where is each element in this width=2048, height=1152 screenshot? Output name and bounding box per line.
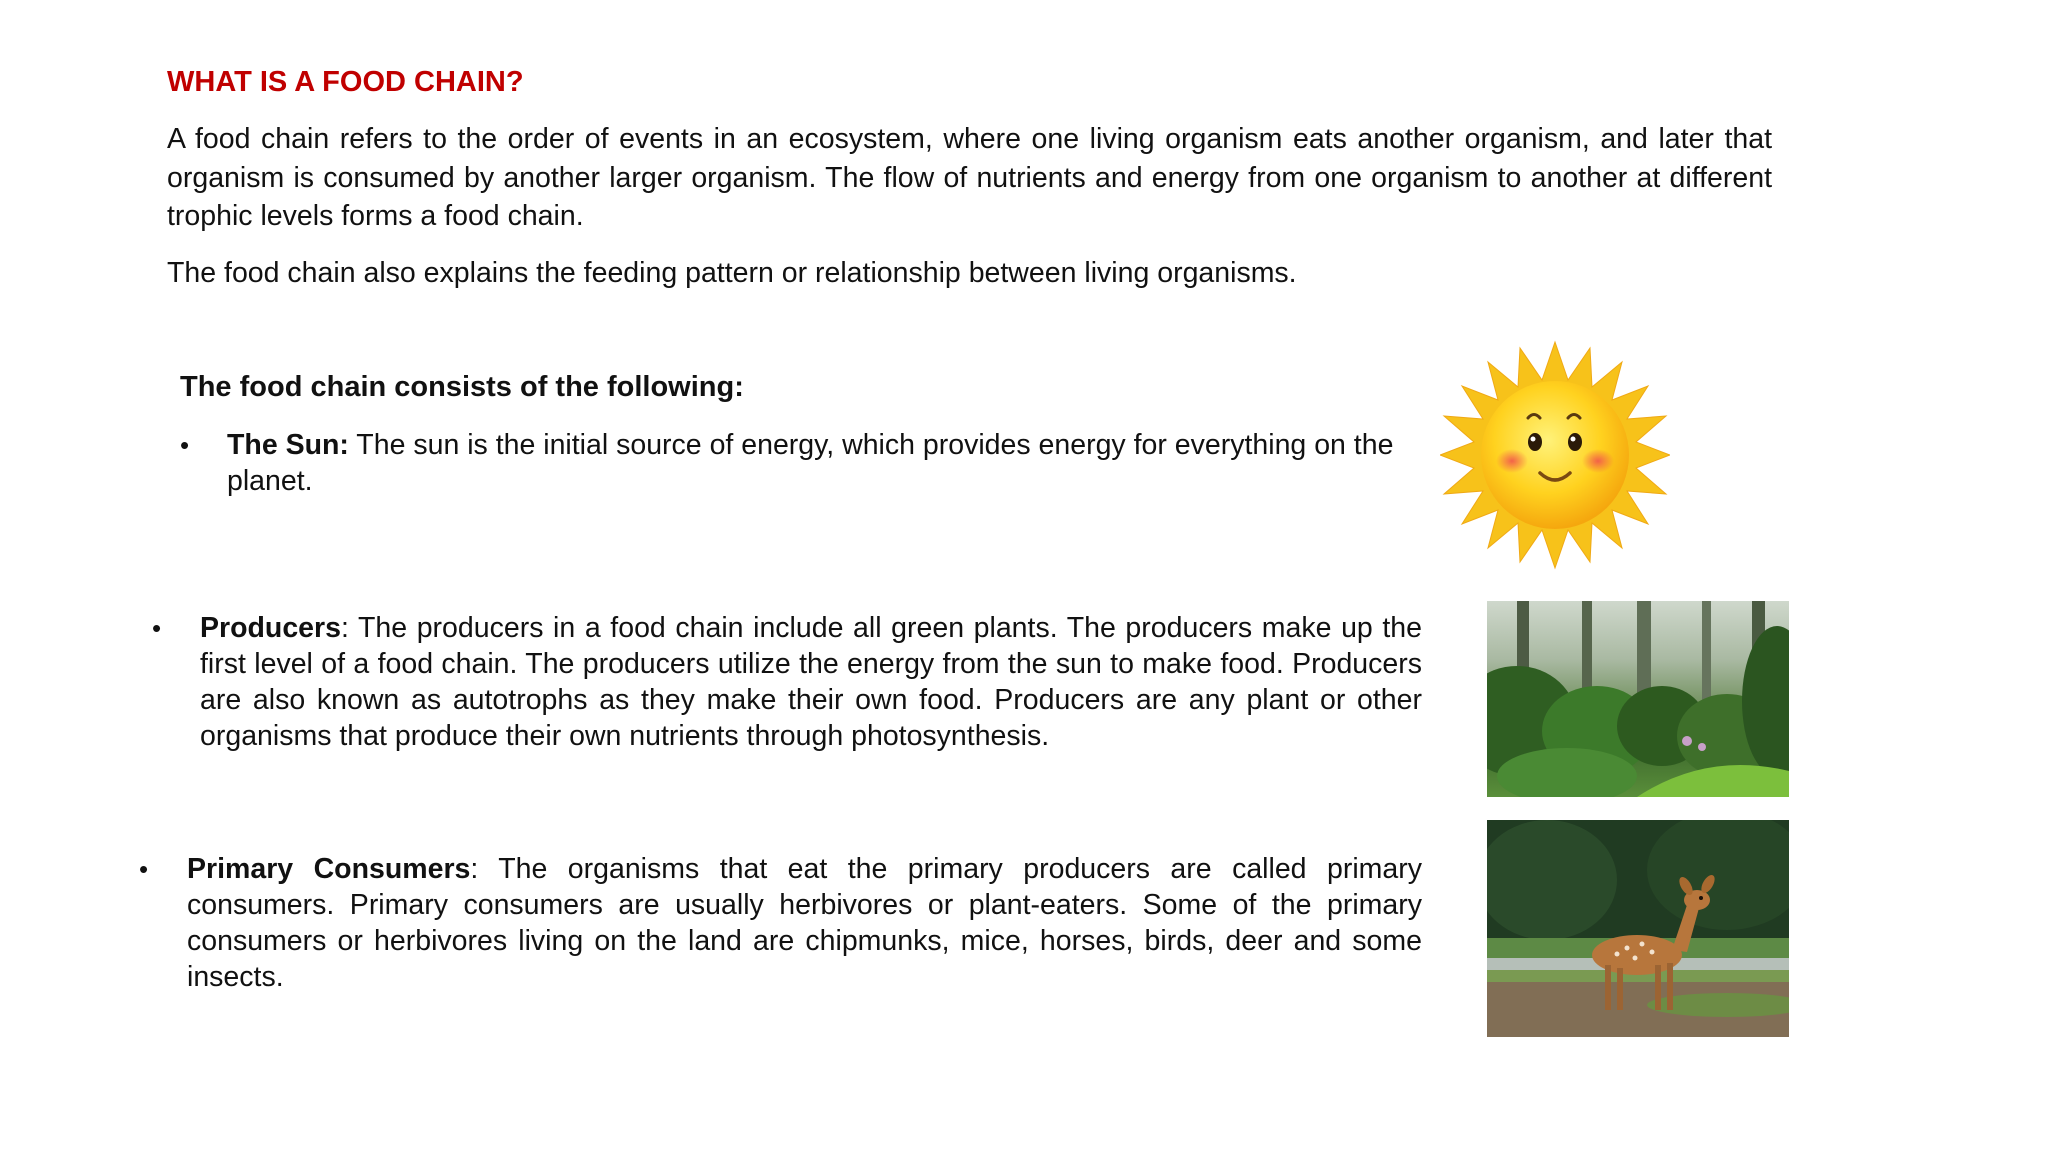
right-eye bbox=[1568, 433, 1582, 451]
bullet-primary-consumers bbox=[139, 851, 1422, 995]
bullet-term: Producers bbox=[200, 612, 341, 644]
deer-fawn-photo bbox=[1487, 820, 1789, 1037]
bullet-description: : The organisms that eat the primary producers are called primary consumers. Primary consumers are usually herbivores or plant-eaters. Some of the primary consumers or herbivores living on the land are chipmunks, mice, horses, birds, deer and some insects. bbox=[187, 853, 1422, 993]
intro-paragraph-2: The food chain also explains the feeding pattern or relationship between living organisms. bbox=[167, 257, 1297, 289]
right-cheek bbox=[1582, 449, 1614, 473]
deer-illustration bbox=[1487, 820, 1789, 1037]
forest-illustration bbox=[1487, 601, 1789, 797]
bullet-text bbox=[200, 610, 1422, 754]
bullet-description: : The producers in a food chain include all green plants. The producers make up the first level of a food chain. The producers utilize the energy from the sun to make food. Producers are also known as autotrophs as they make their own food. Producers are any plant or other organisms that produce their own nutrients through photosynthesis. bbox=[200, 612, 1422, 752]
section-subheading: The food chain consists of the following: bbox=[180, 371, 744, 403]
green-plants-forest-photo bbox=[1487, 601, 1789, 797]
bullet-sun bbox=[180, 427, 1420, 499]
intro-paragraph: A food chain refers to the order of events in an ecosystem, where one living organism eats another organism, and later that organism is consumed by another larger organism. The flow of nutrients and energy from one organism to another at different trophic levels forms a food chain. bbox=[167, 123, 1772, 232]
bullet-description: The sun is the initial source of energy, which provides energy for everything on the planet. bbox=[227, 429, 1394, 497]
bullet-producers bbox=[152, 610, 1422, 754]
bullet-text bbox=[187, 851, 1422, 995]
smiling-sun-icon bbox=[1440, 340, 1670, 570]
bullet-marker: • bbox=[180, 430, 190, 460]
right-eye-highlight bbox=[1571, 437, 1576, 442]
left-eye-highlight bbox=[1531, 437, 1536, 442]
page-title: WHAT IS A FOOD CHAIN? bbox=[167, 66, 524, 98]
left-cheek bbox=[1496, 449, 1528, 473]
bullet-text bbox=[227, 427, 1420, 499]
bullet-marker: • bbox=[152, 613, 162, 643]
bullet-marker: • bbox=[139, 854, 149, 884]
bullet-term: The Sun: bbox=[227, 429, 349, 461]
left-eye bbox=[1528, 433, 1542, 451]
bullet-term: Primary Consumers bbox=[187, 853, 471, 885]
